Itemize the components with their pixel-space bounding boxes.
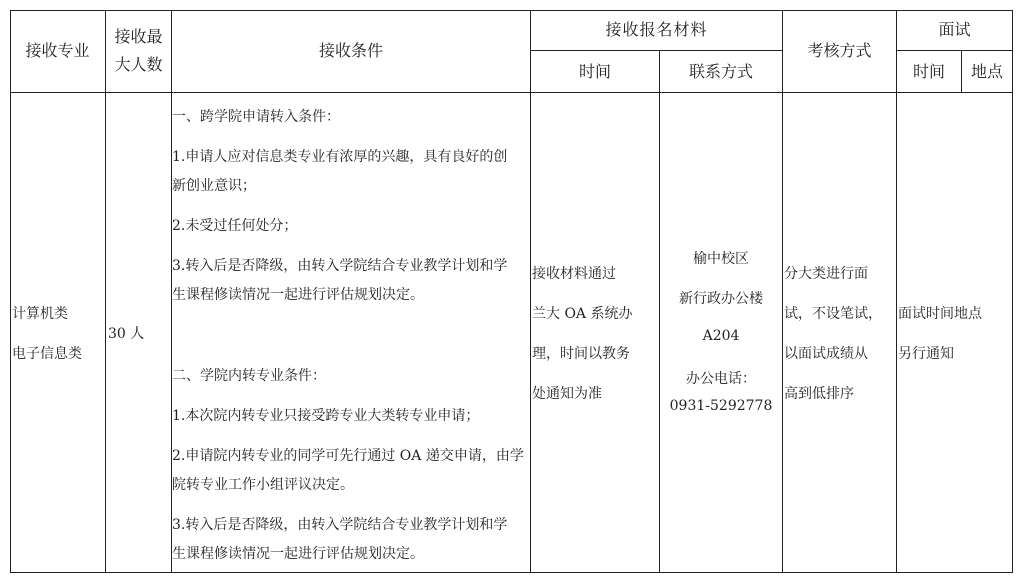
header-materials-time	[531, 51, 660, 93]
header-interview	[897, 10, 1013, 51]
condition-line: 新创业意识；	[172, 178, 256, 194]
assessment-line: 分大类进行面	[784, 266, 868, 282]
header-interview-place-label: 地点	[970, 61, 1003, 81]
header-materials-contact-label: 联系方式	[688, 61, 753, 81]
header-major	[10, 10, 106, 93]
header-max-count-line-1: 接收最	[114, 27, 163, 46]
header-major-label: 接收专业	[25, 41, 90, 60]
condition-line: 1.本次院内转专业只接受跨专业大类转专业申请；	[172, 408, 480, 424]
cell-assessment	[783, 93, 897, 573]
contact-line: A204	[702, 328, 740, 344]
assessment-line: 高到低排序	[784, 386, 854, 402]
condition-line: 3.转入后是否降级，由转入学院结合专业教学计划和学	[172, 258, 508, 274]
cell-count	[106, 93, 172, 573]
condition-line: 3.转入后是否降级，由转入学院结合专业教学计划和学	[172, 517, 508, 533]
header-interview-label: 面试	[938, 20, 971, 39]
materials-time-line: 理，时间以教务	[532, 346, 630, 362]
assessment-line: 以面试成绩从	[784, 346, 868, 362]
condition-line: 2.申请院内转专业的同学可先行通过 OA 递交申请，由学	[172, 448, 524, 464]
condition-line: 二、学院内转专业条件：	[172, 368, 326, 384]
condition-line: 2.未受过任何处分；	[172, 218, 298, 234]
condition-line: 生课程修读情况一起进行评估规划决定。	[172, 287, 424, 303]
condition-line: 一、跨学院申请转入条件：	[172, 109, 340, 125]
header-materials-contact	[660, 51, 783, 93]
header-max-count	[106, 10, 172, 93]
header-interview-time	[897, 51, 962, 93]
header-materials-label: 接收报名材料	[605, 20, 708, 39]
header-interview-place	[962, 51, 1013, 93]
header-conditions	[172, 10, 531, 93]
header-materials	[531, 10, 783, 51]
materials-time-line: 兰大 OA 系统办	[532, 306, 633, 322]
materials-time-line: 处通知为准	[532, 386, 602, 402]
header-interview-time-label: 时间	[912, 61, 945, 81]
header-assessment-label: 考核方式	[807, 41, 872, 60]
condition-line: 1.申请人应对信息类专业有浓厚的兴趣，具有良好的创	[172, 149, 508, 165]
major-line-2: 电子信息类	[12, 346, 82, 362]
cell-major	[10, 93, 106, 573]
interview-line: 面试时间地点	[898, 306, 982, 322]
header-assessment	[783, 10, 897, 93]
header-materials-time-label: 时间	[578, 61, 611, 81]
major-line-1: 计算机类	[12, 306, 68, 322]
cell-interview	[897, 93, 1013, 573]
count-value: 30 人	[108, 326, 145, 342]
contact-line: 榆中校区	[693, 251, 749, 267]
cell-materials-time	[531, 93, 660, 573]
cell-conditions	[172, 93, 531, 573]
assessment-line: 试，不设笔试，	[784, 306, 882, 322]
contact-line: 新行政办公楼	[679, 291, 763, 307]
materials-time-line: 接收材料通过	[532, 266, 616, 282]
contact-line: 办公电话：	[686, 371, 756, 387]
header-conditions-label: 接收条件	[318, 41, 383, 60]
cell-contact	[660, 93, 783, 573]
header-max-count-line-2: 大人数	[114, 55, 163, 74]
condition-line: 生课程修读情况一起进行评估规划决定。	[172, 546, 424, 562]
interview-line: 另行通知	[898, 346, 954, 362]
condition-line: 院转专业工作小组评议决定。	[172, 477, 354, 493]
contact-phone: 0931-5292778	[669, 398, 773, 414]
